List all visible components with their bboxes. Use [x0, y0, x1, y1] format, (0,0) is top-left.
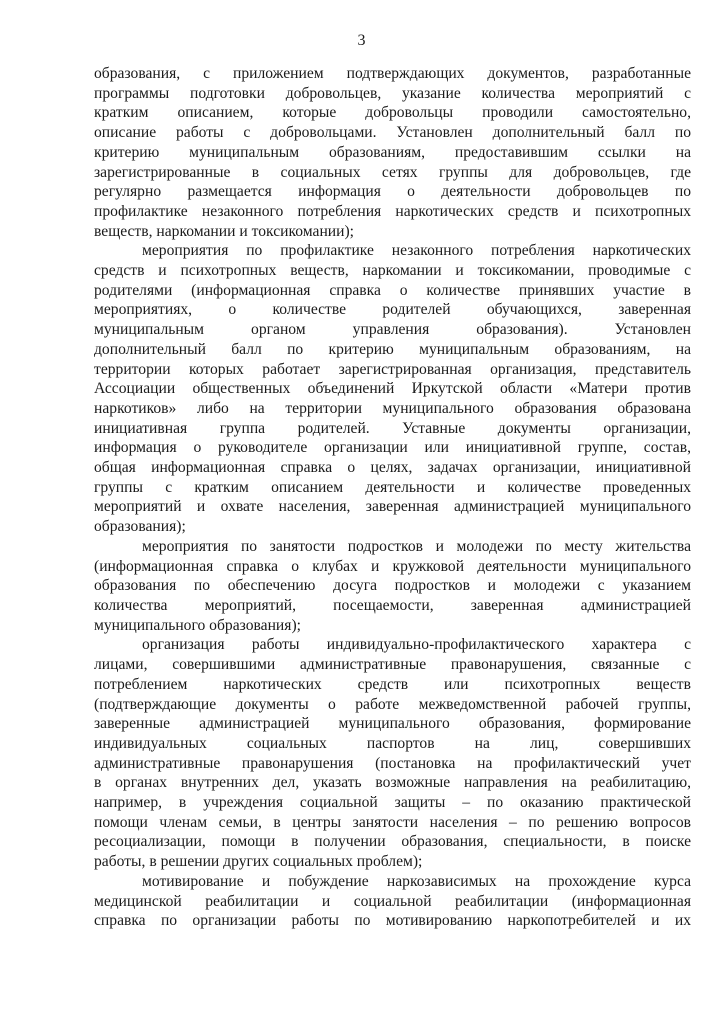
text-line: медицинской реабилитации и социальной реабилитации (информационная: [94, 892, 691, 910]
text-line: в органах внутренних дел, указать возможные направления на реабилитацию,: [94, 774, 691, 792]
text-line: дополнительный балл по критерию муниципальным образованиям, на: [94, 340, 691, 358]
text-line: мероприятия по профилактике незаконного потребления наркотических: [142, 242, 691, 260]
text-line: например, в учреждения социальной защиты – по оказанию практической: [94, 794, 691, 812]
text-line: профилактике незаконного потребления наркотических средств и психотропных: [94, 202, 691, 220]
text-line: описание работы с добровольцами. Установлен дополнительный балл по: [94, 124, 691, 142]
text-line: программы подготовки добровольцев, указание количества мероприятий с: [94, 84, 691, 102]
text-line: наркотиков» либо на территории муниципального образования образована: [94, 399, 691, 417]
paragraph: [94, 537, 691, 636]
text-line: средств и психотропных веществ, наркомании и токсикомании, проводимые с: [94, 262, 691, 280]
text-line: инициативная группа родителей. Уставные документы организации,: [94, 419, 691, 437]
text-line: ресоциализации, помощи в получении образования, специальности, в поиске: [94, 833, 691, 851]
paragraph: [94, 64, 691, 241]
text-line: мотивирование и побуждение наркозависимых на прохождение курса: [142, 872, 691, 890]
text-line: кратким описанием, которые добровольцы проводили самостоятельно,: [94, 104, 691, 122]
text-line: территории которых работает зарегистрированная организация, представитель: [94, 360, 691, 378]
text-line: мероприятий и охвате населения, заверенная администрацией муниципального: [94, 498, 691, 516]
text-line: общая информационная справка о целях, задачах организации, инициативной: [94, 459, 691, 477]
text-line: образования);: [94, 518, 186, 536]
text-line: помощи членам семьи, в центры занятости населения – по решению вопросов: [94, 813, 691, 831]
text-line: образования, с приложением подтверждающих документов, разработанные: [94, 65, 691, 82]
text-line: заверенные администрацией муниципального образования, формирование: [94, 715, 691, 733]
text-line: критерию муниципальным образованиям, предоставившим ссылки на: [94, 143, 691, 161]
text-line: информация о руководителе организации или инициативной группе, состав,: [94, 439, 691, 457]
text-line: мероприятия по занятости подростков и молодежи по месту жительства: [142, 537, 691, 555]
text-line: группы с кратким описанием деятельности и количестве проведенных: [94, 478, 691, 496]
text-line: Ассоциации общественных объединений Иркутской области «Матери против: [94, 380, 691, 398]
document-body: [94, 64, 691, 931]
text-line: образования по обеспечению досуга подростков и молодежи с указанием: [94, 577, 691, 595]
text-line: организация работы индивидуально-профилактического характера с: [142, 636, 691, 654]
paragraph: [94, 635, 691, 871]
text-line: индивидуальных социальных паспортов на лиц, совершивших: [94, 734, 691, 752]
text-line: потреблением наркотических средств или психотропных веществ: [94, 675, 691, 693]
text-line: родителями (информационная справка о количестве принявших участие в: [94, 281, 691, 299]
paragraph: [94, 872, 691, 931]
text-line: муниципального образования);: [94, 616, 301, 634]
text-line: мероприятиях, о количестве родителей обучающихся, заверенная: [94, 301, 691, 319]
text-line: административные правонарушения (постановка на профилактический учет: [94, 754, 691, 772]
text-line: (информационная справка о клубах и кружковой деятельности муниципального: [94, 557, 691, 575]
text-line: лицами, совершившими административные правонарушения, связанные с: [94, 656, 691, 674]
paragraph: [94, 241, 691, 537]
text-line: работы, в решении других социальных проблем);: [94, 853, 423, 871]
text-line: веществ, наркомании и токсикомании);: [94, 222, 354, 240]
text-line: (подтверждающие документы о работе межведомственной рабочей группы,: [94, 695, 691, 713]
text-line: муниципальным органом управления образования). Установлен: [94, 321, 691, 339]
text-line: справка по организации работы по мотивированию наркопотребителей и их: [94, 912, 691, 930]
page-number: 3: [357, 32, 366, 49]
text-line: количества мероприятий, посещаемости, заверенная администрацией: [94, 596, 691, 614]
text-line: регулярно размещается информация о деятельности добровольцев по: [94, 183, 691, 201]
text-line: зарегистрированные в социальных сетях группы для добровольцев, где: [94, 163, 691, 181]
